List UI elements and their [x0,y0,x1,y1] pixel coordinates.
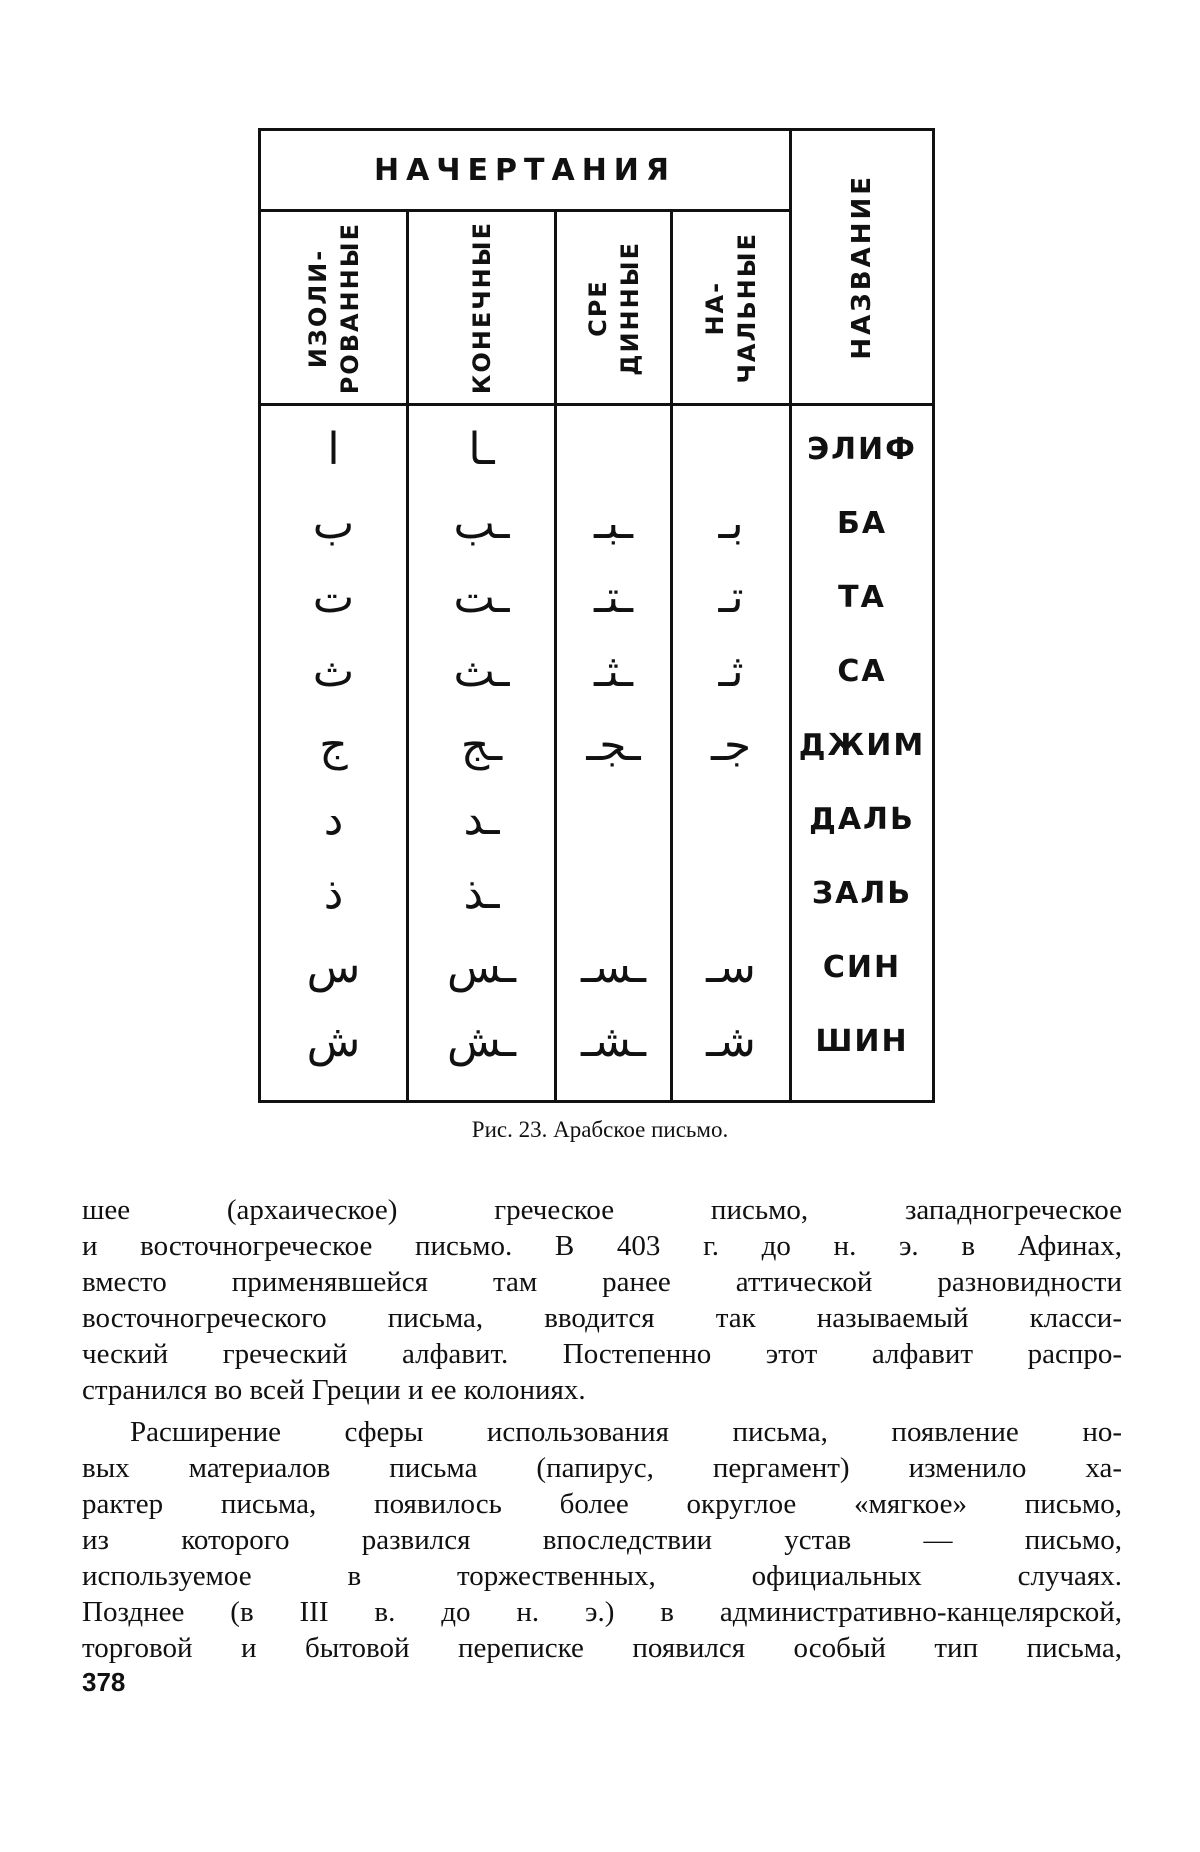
table-row [261,1005,932,1079]
cell-medial: ـشـ [580,1016,647,1067]
table-row [261,487,932,561]
text-line: ческий греческий алфавит. Постепенно этот алфавит распро- [82,1338,1122,1370]
arabic-alphabet-table [258,128,935,1103]
cell-name: ТА [838,580,886,615]
cell-initial [673,413,789,487]
text-line: Расширение сферы использования письма, появление но- [130,1416,1122,1448]
column-header-initial: НА- ЧАЛЬНЫЕ [701,232,761,384]
cell-name: ДЖИМ [798,728,926,763]
table-row [261,709,932,783]
cell-isolated: ت [312,572,355,623]
text-line: шее (архаическое) греческое письмо, западногреческое [82,1194,1122,1226]
cell-medial [557,857,670,931]
paragraph-1 [82,1192,1122,1408]
cell-name: СА [837,654,887,689]
text-line: вых материалов письма (папирус, пергамент) изменило ха- [82,1452,1122,1484]
cell-name: ШИН [815,1024,909,1059]
text-line: вместо применявшейся там ранее аттической разновидности [82,1266,1122,1298]
text-line: из которого развился впоследствии устав — письмо, [82,1524,1122,1556]
cell-initial: بـ [718,498,744,549]
cell-medial: ـبـ [593,498,634,549]
cell-isolated: ج [319,720,348,771]
cell-final: ـش [447,1016,516,1067]
cell-name: БА [836,506,888,541]
text-line: и восточногреческое письмо. В 403 г. до н. э. в Афинах, [82,1230,1122,1262]
cell-final: ـا [468,424,495,475]
cell-isolated: ذ [323,868,344,919]
text-line: странился во всей Греции и ее колониях. [82,1374,586,1406]
table-row [261,561,932,635]
table-row [261,931,932,1005]
cell-name: СИН [822,950,902,985]
cell-initial: تـ [718,572,744,623]
cell-name: ДАЛЬ [809,802,915,837]
column-header-medial: СРЕ ДИННЫЕ [583,240,644,376]
cell-initial: شـ [706,1016,756,1067]
cell-isolated: ش [306,1016,361,1067]
cell-initial [673,857,789,931]
cell-isolated: د [323,794,344,845]
table-row [261,635,932,709]
column-header-name: НАЗВАНИЕ [847,174,877,360]
text-line: Позднее (в III в. до н. э.) в административно-канцелярской, [82,1596,1122,1628]
cell-name: ЭЛИФ [807,432,917,467]
figure-caption: Рис. 23. Арабское письмо. [471,1117,729,1142]
divider [261,403,932,406]
column-header-isolated: ИЗОЛИ- РОВАННЫЕ [303,221,364,395]
cell-final: ـت [453,572,510,623]
cell-medial: ـجـ [586,720,641,771]
text-line: восточногреческого письма, вводится так называемый класси- [82,1302,1122,1334]
table-header-title: НАЧЕРТАНИЯ [373,152,677,188]
cell-medial: ـثـ [593,646,634,697]
cell-name: ЗАЛЬ [811,876,913,911]
cell-final: ـب [453,498,510,549]
cell-medial [557,413,670,487]
column-header-final: КОНЕЧНЫЕ [467,221,496,395]
cell-final: ـس [447,942,516,993]
paragraph-2 [82,1414,1122,1666]
cell-medial [557,783,670,857]
text-line: рактер письма, появилось более округлое «мягкое» письмо, [82,1488,1122,1520]
cell-medial: ـسـ [580,942,647,993]
cell-final: ـد [463,794,500,845]
cell-isolated: س [306,942,361,993]
cell-initial [673,783,789,857]
table-row [261,857,932,931]
divider [261,209,792,212]
cell-final: ـج [460,720,503,771]
cell-medial: ـتـ [593,572,634,623]
cell-final: ـذ [463,868,500,919]
cell-initial: جـ [710,720,752,771]
table-row [261,413,932,487]
text-line: используемое в торжественных, официальных случаях. [82,1560,1122,1592]
cell-initial: ثـ [718,646,744,697]
cell-isolated: ث [312,646,355,697]
page-number: 378 [82,1667,126,1697]
cell-isolated: ا [327,424,340,475]
table-row [261,783,932,857]
text-line: торговой и бытовой переписке появился особый тип письма, [82,1632,1122,1664]
cell-final: ـث [453,646,510,697]
cell-initial: سـ [706,942,756,993]
cell-isolated: ب [312,498,355,549]
